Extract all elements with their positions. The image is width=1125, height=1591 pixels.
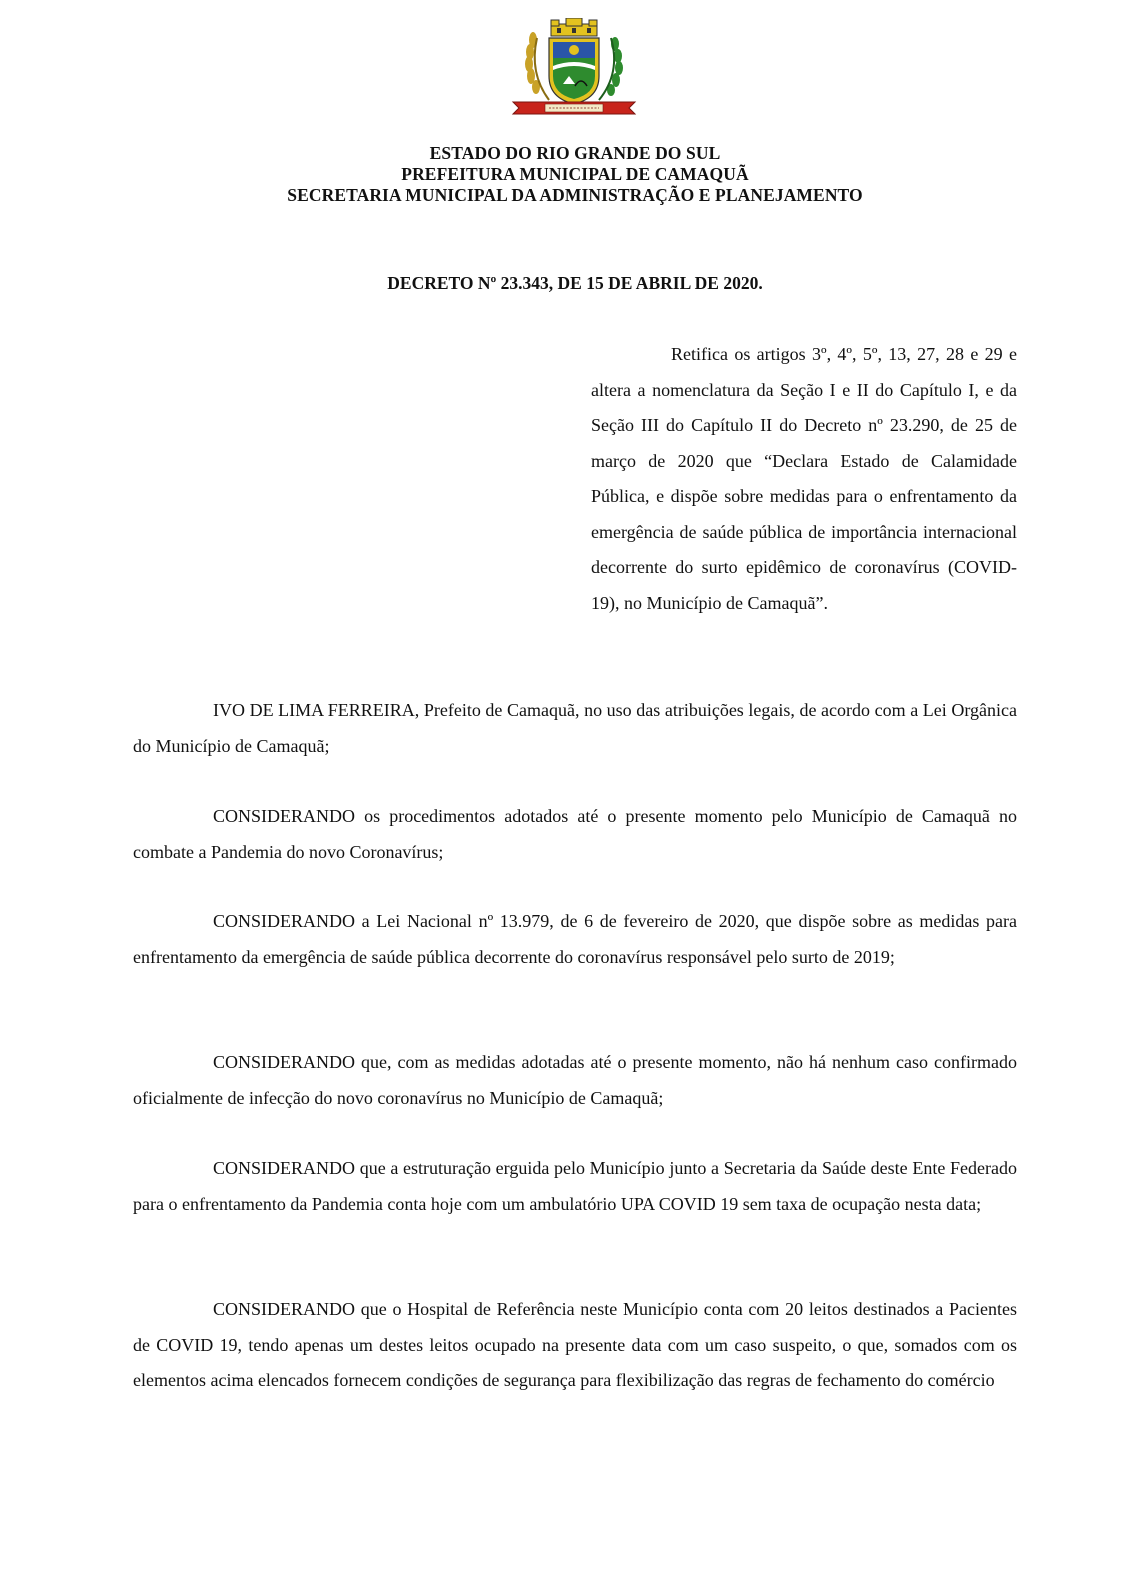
coat-of-arms-logo (511, 18, 637, 118)
decree-title: DECRETO Nº 23.343, DE 15 DE ABRIL DE 2020. (387, 273, 763, 293)
shield-icon (549, 38, 599, 104)
considering-paragraph-1: CONSIDERANDO os procedimentos adotados até o presente momento pelo Município de Camaquã no combate a Pandemia do novo Coronavírus; (133, 806, 1017, 862)
header-state: ESTADO DO RIO GRANDE DO SUL (429, 143, 721, 163)
crown-icon (551, 18, 597, 36)
ribbon-icon (513, 102, 635, 114)
header-prefecture: PREFEITURA MUNICIPAL DE CAMAQUÃ (401, 164, 749, 184)
preamble-paragraph: IVO DE LIMA FERREIRA, Prefeito de Camaquã, no uso das atribuições legais, de acordo com a Lei Orgânica do Município de Camaquã; (133, 700, 1017, 756)
considering-paragraph-2: CONSIDERANDO a Lei Nacional nº 13.979, de 6 de fevereiro de 2020, que dispõe sobre as medidas para enfrentamento da emergência de saúde pública decorrente do coronavírus responsável pelo surto de 2019; (133, 911, 1017, 967)
considering-paragraph-4: CONSIDERANDO que a estruturação erguida pelo Município junto a Secretaria da Saúde deste Ente Federado para o enfrentamento da Pandemia conta hoje com um ambulatório UPA COVID 19 sem taxa de ocupação nesta data; (133, 1158, 1017, 1214)
branch-icon (599, 37, 623, 100)
considering-paragraph-3: CONSIDERANDO que, com as medidas adotadas até o presente momento, não há nenhum caso confirmado oficialmente de infecção do novo coronavírus no Município de Camaquã; (133, 1052, 1017, 1108)
wheat-icon (525, 32, 549, 100)
header-secretariat: SECRETARIA MUNICIPAL DA ADMINISTRAÇÃO E PLANEJAMENTO (287, 185, 863, 205)
considering-paragraph-5: CONSIDERANDO que o Hospital de Referência neste Município conta com 20 leitos destinados a Pacientes de COVID 19, tendo apenas um destes leitos ocupado na presente data com um caso suspeito, o que, somados com os elementos acima elencados fornecem condições de segurança para flexibilização das regras de fechamento do comércio (133, 1299, 1017, 1390)
decree-summary: Retifica os artigos 3º, 4º, 5º, 13, 27, 28 e 29 e altera a nomenclatura da Seção I e II do Capítulo I, e da Seção III do Capítulo II do Decreto nº 23.290, de 25 de março de 2020 que “Declara Estado de Calamidade Pública, e dispõe sobre medidas para o enfrentamento da emergência de saúde pública de importância internacional decorrente do surto epidêmico de coronavírus (COVID-19), no Município de Camaquã”. (591, 344, 1017, 613)
document-header (0, 143, 1125, 206)
